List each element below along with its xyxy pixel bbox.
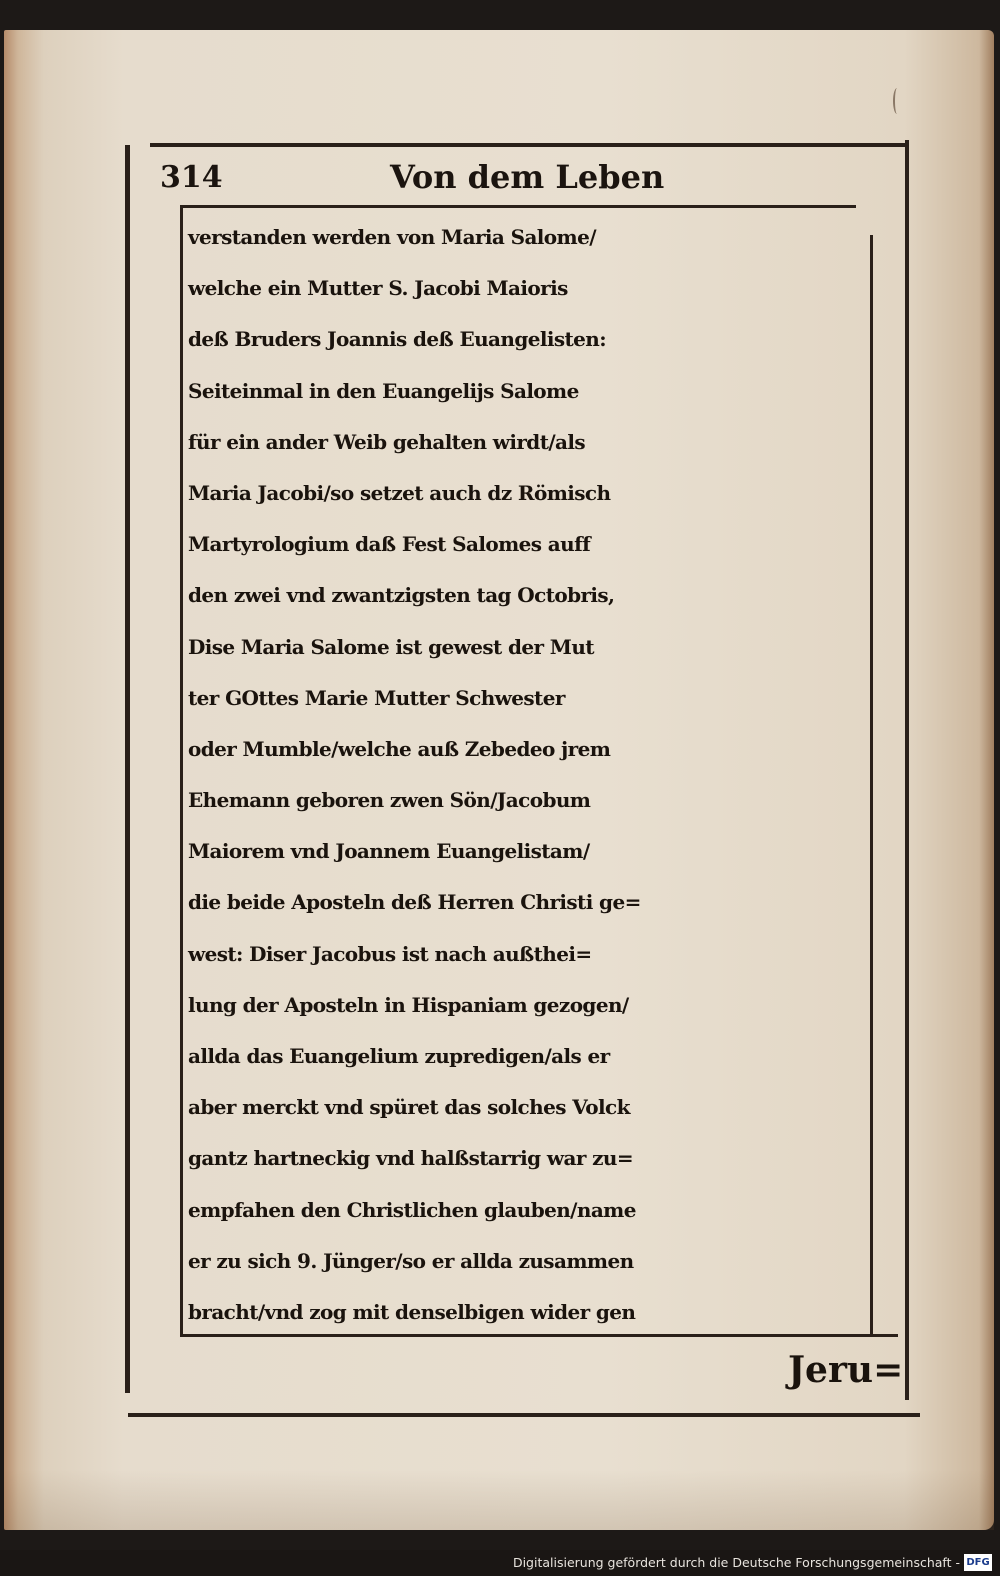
- text-frame-top: [180, 205, 856, 208]
- text-line: lung der Aposteln in Hispaniam gezogen/: [188, 992, 629, 1017]
- text-line: Martyrologium daß Fest Salomes auff: [188, 532, 591, 557]
- text-line: die beide Aposteln deß Herren Christi ge=: [188, 890, 641, 915]
- text-line: Maria Jacobi/so setzet auch dz Römisch: [188, 480, 611, 505]
- frame-rule-bottom: [128, 1413, 920, 1417]
- margin-mark: [893, 88, 901, 114]
- text-line: gantz hartneckig vnd halßstarrig war zu=: [188, 1146, 633, 1171]
- page-number: 314: [160, 160, 223, 195]
- funding-credit: Digitalisierung gefördert durch die Deutsche Forschungsgemeinschaft -: [512, 1555, 960, 1570]
- text-line: bracht/vnd zog mit denselbigen wider gen: [188, 1299, 636, 1324]
- text-line: west: Diser Jacobus ist nach außthei=: [188, 941, 592, 966]
- text-line: Seiteinmal in den Euangelijs Salome: [188, 378, 579, 403]
- text-line: welche ein Mutter S. Jacobi Maioris: [188, 276, 568, 301]
- body-text: [188, 212, 878, 1338]
- frame-rule-right: [905, 140, 909, 1400]
- text-line: oder Mumble/welche auß Zebedeo jrem: [188, 736, 611, 761]
- frame-rule-left: [125, 145, 130, 1393]
- text-line: Ehemann geboren zwen Sön/Jacobum: [188, 788, 591, 813]
- text-line: den zwei vnd zwantzigsten tag Octobris,: [188, 583, 615, 608]
- text-line: Maiorem vnd Joannem Euangelistam/: [188, 839, 590, 864]
- text-line: Dise Maria Salome ist gewest der Mut: [188, 634, 594, 659]
- text-line: ter GOttes Marie Mutter Schwester: [188, 685, 565, 710]
- text-line: empfahen den Christlichen glauben/name: [188, 1197, 636, 1222]
- text-line: verstanden werden von Maria Salome/: [188, 225, 596, 249]
- text-line: deß Bruders Joannis deß Euangelisten:: [188, 327, 606, 352]
- text-line: aber merckt vnd spüret das solches Volck: [188, 1095, 630, 1120]
- dfg-logo: DFG: [964, 1554, 992, 1571]
- catchword: Jeru=: [788, 1349, 904, 1391]
- frame-rule-top: [150, 143, 908, 147]
- text-frame-left: [180, 205, 183, 1335]
- text-line: er zu sich 9. Jünger/so er allda zusammen: [188, 1248, 634, 1273]
- running-head: Von dem Leben: [390, 158, 665, 196]
- text-line: für ein ander Weib gehalten wirdt/als: [188, 429, 586, 454]
- text-line: allda das Euangelium zupredigen/als er: [188, 1044, 610, 1068]
